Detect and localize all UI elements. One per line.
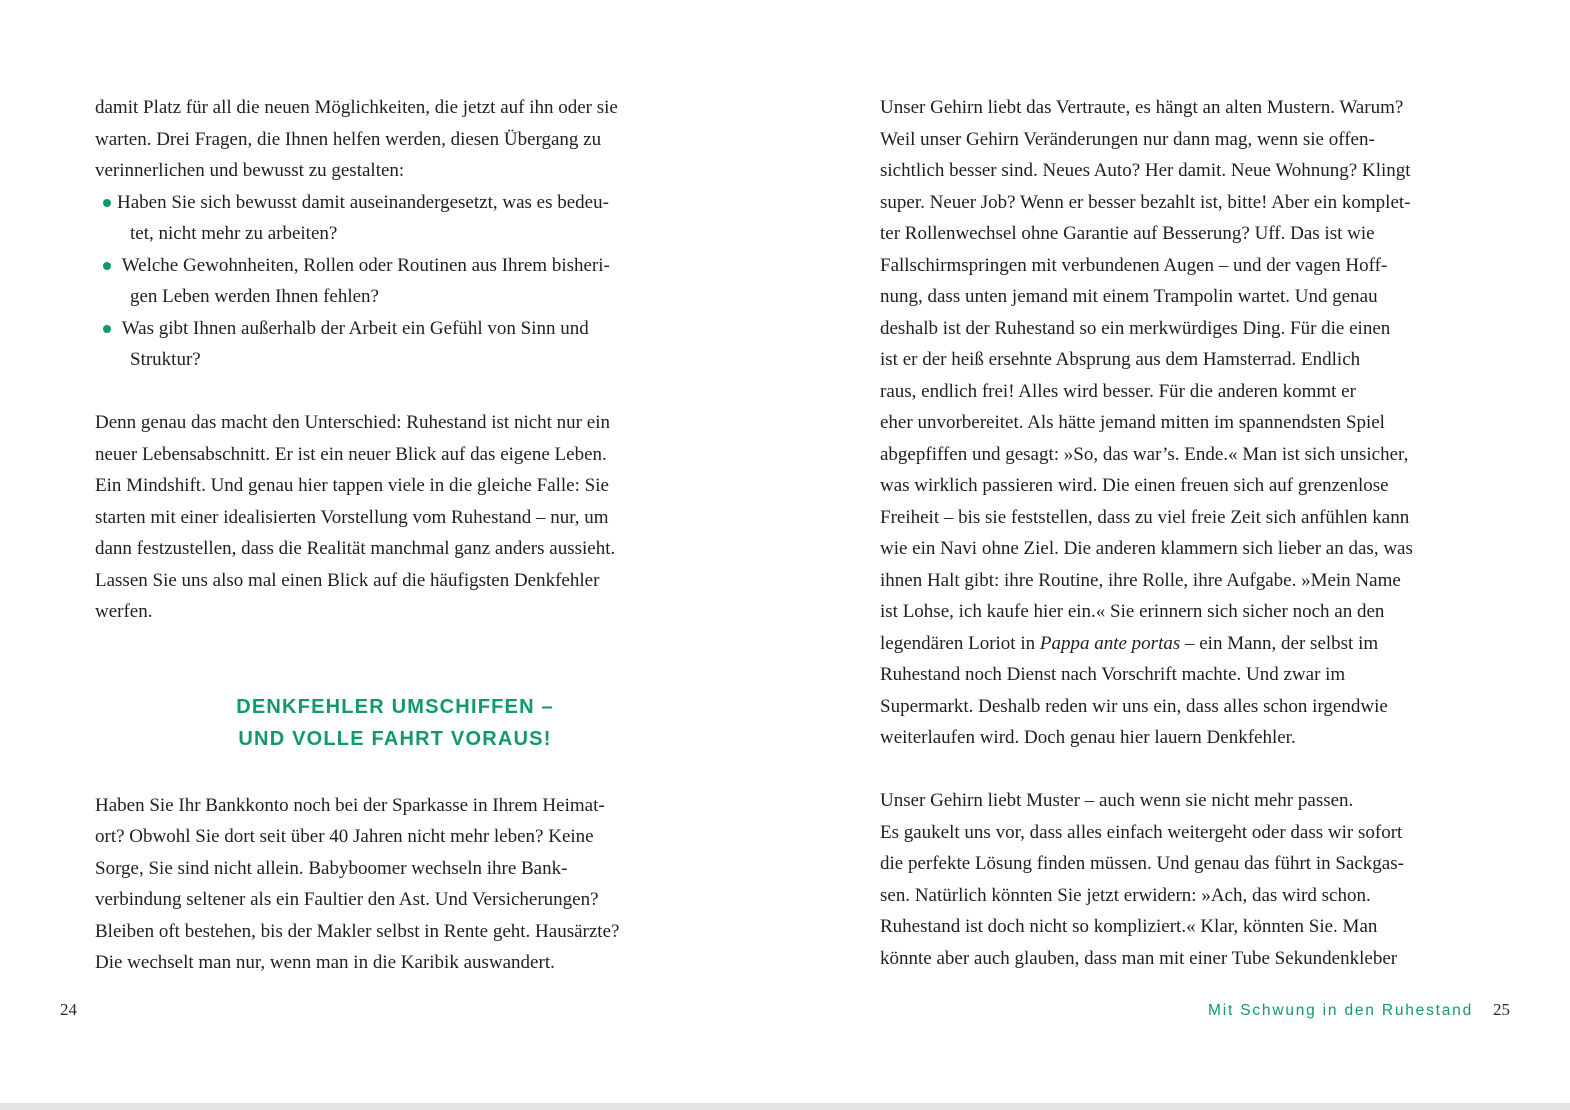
text-line: Unser Gehirn liebt das Vertraute, es hängt an alten Mustern. Warum?	[880, 97, 1404, 118]
footer	[60, 1000, 1510, 1020]
text-line: Haben Sie Ihr Bankkonto noch bei der Sparkasse in Ihrem Heimat-	[95, 794, 605, 816]
paragraph	[95, 407, 695, 628]
page-number-left: 24	[60, 1000, 77, 1019]
text-line: Es gaukelt uns vor, dass alles einfach weitergeht oder dass wir sofort	[880, 821, 1403, 843]
text-line: könnte aber auch glauben, dass man mit einer Tube Sekundenkleber	[880, 947, 1398, 969]
italic-text: Pappa ante portas	[1039, 632, 1181, 654]
bottom-edge	[0, 1103, 1570, 1110]
text-line: ist er der heiß ersehnte Absprung aus dem Hamsterrad. Endlich	[880, 349, 1361, 370]
text-line: Ein Mindshift. Und genau hier tappen viele in die gleiche Falle: Sie	[95, 475, 609, 496]
text-line: ist Lohse, ich kaufe hier ein.« Sie erinnern sich sicher noch an den	[880, 601, 1385, 622]
text-line: Bleiben oft bestehen, bis der Makler selbst in Rente geht. Hausärzte?	[95, 920, 620, 942]
text-line: Die wechselt man nur, wenn man in die Karibik auswandert.	[95, 952, 555, 973]
text-line: ort? Obwohl Sie dort seit über 40 Jahren nicht mehr leben? Keine	[95, 826, 594, 847]
text-line: tet, nicht mehr zu arbeiten?	[130, 223, 338, 244]
text-line: raus, endlich frei! Alles wird besser. Für die anderen kommt er	[880, 380, 1356, 402]
text-line: verinnerlichen und bewusst zu gestalten:	[95, 160, 405, 181]
bullet-list	[95, 187, 695, 376]
text-line: Struktur?	[130, 349, 201, 370]
text-line: Was gibt Ihnen außerhalb der Arbeit ein Gefühl von Sinn und	[117, 317, 589, 339]
text-line: wie ein Navi ohne Ziel. Die anderen klammern sich lieber an das, was	[880, 538, 1413, 559]
text-line: Welche Gewohnheiten, Rollen oder Routinen aus Ihrem bisheri-	[117, 254, 610, 276]
text-line: die perfekte Lösung finden müssen. Und genau das führt in Sackgas-	[880, 853, 1404, 874]
text-line: Sorge, Sie sind nicht allein. Babyboomer wechseln ihre Bank-	[95, 857, 568, 879]
text-line: Haben Sie sich bewusst damit auseinandergesetzt, was es bedeu-	[117, 191, 609, 213]
text-line: Fallschirmspringen mit verbundenen Augen – und der vagen Hoff-	[880, 254, 1388, 276]
text-line: weiterlaufen wird. Doch genau hier lauern Denkfehler.	[880, 727, 1296, 748]
text-line: deshalb ist der Ruhestand so ein merkwürdiges Ding. Für die einen	[880, 317, 1391, 339]
footer-right	[1208, 1000, 1510, 1020]
text-line: abgepfiffen und gesagt: »So, das war’s. Ende.« Man ist sich unsicher,	[880, 443, 1409, 465]
section-heading	[95, 691, 695, 755]
text-line: DENKFEHLER UMSCHIFFEN –	[236, 695, 554, 718]
text-line: dann festzustellen, dass die Realität manchmal ganz anders aussieht.	[95, 538, 616, 559]
right-page-body	[880, 92, 1480, 974]
text-line: UND VOLLE FAHRT VORAUS!	[238, 727, 552, 750]
text-line: sichtlich besser sind. Neues Auto? Her damit. Neue Wohnung? Klingt	[880, 160, 1411, 181]
text-line	[880, 628, 1480, 660]
text-line: Freiheit – bis sie feststellen, dass zu viel freie Zeit sich anfühlen kann	[880, 506, 1410, 528]
text-line: nung, dass unten jemand mit einem Trampolin wartet. Und genau	[880, 286, 1378, 307]
list-item	[95, 250, 695, 313]
paragraph	[95, 92, 695, 187]
text-line: ihnen Halt gibt: ihre Routine, ihre Rolle, ihre Aufgabe. »Mein Name	[880, 569, 1401, 591]
text-line: Weil unser Gehirn Veränderungen nur dann mag, wenn sie offen-	[880, 128, 1375, 150]
text-line: verbindung seltener als ein Faultier den Ast. Und Versicherungen?	[95, 889, 599, 910]
page-number-right: 25	[1493, 1000, 1510, 1019]
text-line: super. Neuer Job? Wenn er besser bezahlt ist, bitte! Aber ein komplet-	[880, 191, 1411, 213]
text-line: Denn genau das macht den Unterschied: Ruhestand ist nicht nur ein	[95, 412, 610, 433]
text-line: Supermarkt. Deshalb reden wir uns ein, dass alles schon irgendwie	[880, 695, 1388, 717]
text-line: warten. Drei Fragen, die Ihnen helfen werden, diesen Übergang zu	[95, 128, 602, 150]
text-line: gen Leben werden Ihnen fehlen?	[130, 286, 379, 307]
bullet-icon	[103, 262, 111, 270]
list-item	[95, 313, 695, 376]
text-line: ter Rollenwechsel ohne Garantie auf Besserung? Uff. Das ist wie	[880, 223, 1375, 244]
paragraph	[880, 785, 1480, 974]
text-segment: – ein Mann, der selbst im	[1180, 632, 1379, 654]
text-line: starten mit einer idealisierten Vorstellung vom Ruhestand – nur, um	[95, 506, 609, 528]
text-line: Ruhestand noch Dienst nach Vorschrift machte. Und zwar im	[880, 664, 1346, 685]
text-line: neuer Lebensabschnitt. Er ist ein neuer Blick auf das eigene Leben.	[95, 443, 607, 465]
text-line: eher unvorbereitet. Als hätte jemand mitten im spannendsten Spiel	[880, 412, 1385, 433]
text-line: Lassen Sie uns also mal einen Blick auf die häufigsten Denkfehler	[95, 569, 600, 591]
bullet-icon	[103, 325, 111, 333]
list-item	[95, 187, 695, 250]
text-line: Ruhestand ist doch nicht so kompliziert.« Klar, könnten Sie. Man	[880, 916, 1378, 937]
bullet-icon	[103, 199, 111, 207]
left-page-body	[95, 92, 695, 979]
text-line: damit Platz für all die neuen Möglichkeiten, die jetzt auf ihn oder sie	[95, 97, 618, 118]
text-line: sen. Natürlich könnten Sie jetzt erwidern: »Ach, das wird schon.	[880, 884, 1371, 906]
text-line: werfen.	[95, 601, 153, 622]
text-line: was wirklich passieren wird. Die einen freuen sich auf grenzenlose	[880, 475, 1389, 496]
text-segment: legendären Loriot in	[880, 632, 1040, 654]
text-line: Unser Gehirn liebt Muster – auch wenn sie nicht mehr passen.	[880, 790, 1354, 811]
paragraph	[95, 790, 695, 979]
paragraph	[880, 92, 1480, 754]
running-title: Mit Schwung in den Ruhestand	[1208, 1002, 1473, 1019]
